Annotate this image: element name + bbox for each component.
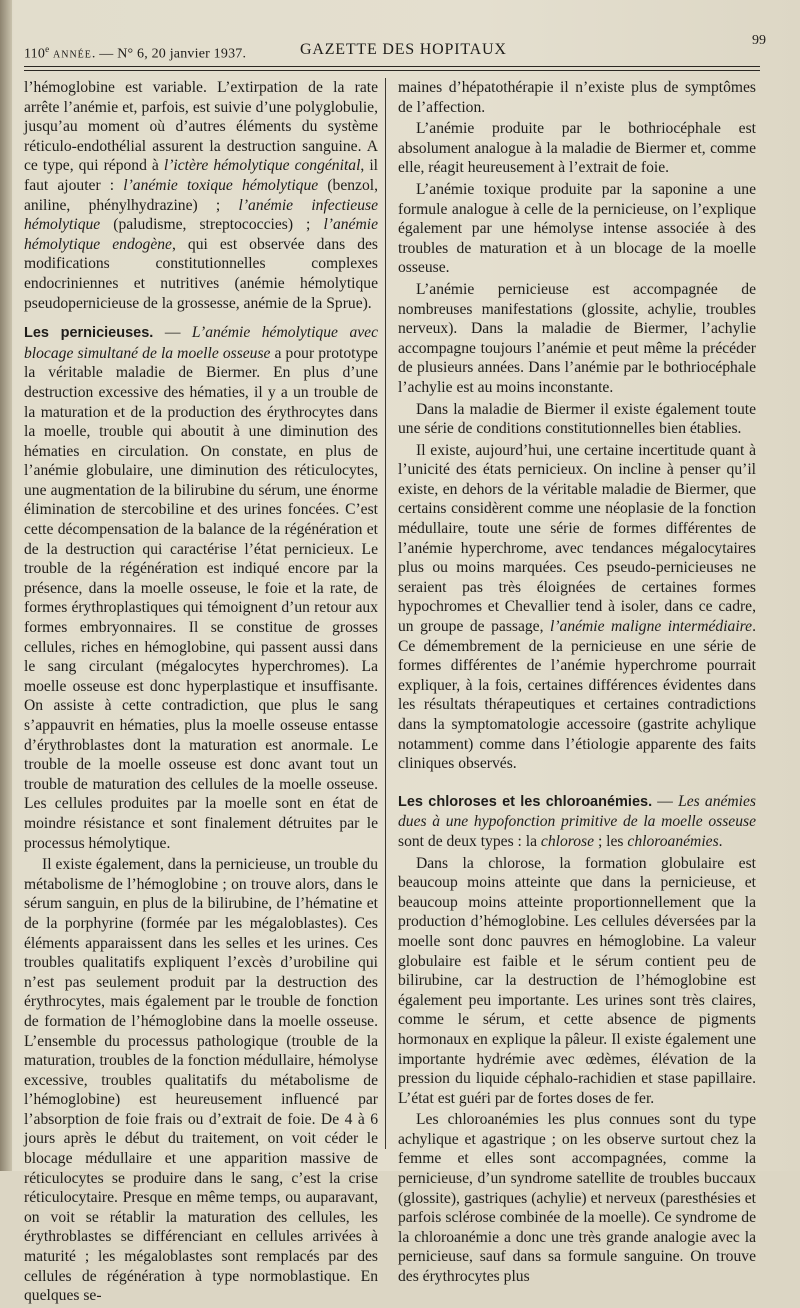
paragraph: L’anémie toxique produite par la saponine a une formule analogue à celle de la pernicieuse, on l’explique également par une hémolyse intense associée à des troubles de maturation et à un blocage de la moelle osseuse. <box>398 180 756 277</box>
issue-ordinal: e <box>45 44 50 54</box>
header-rule-thick <box>24 66 760 67</box>
paragraph: Les chloroanémies les plus connues sont du type achylique et agastrique ; on les observe surtout chez la femme et elles sont accompagnées, comme la pernicieuse, d’un syndrome satellite de troubles buccaux (glossite), gastriques (achylie) et nerveux (paresthésies et parfois sclérose combinée de la moelle). Ce syndrome de la chloroanémie a donc une très grande analogie avec la pernicieuse, sauf dans sa formule sanguine. On trouve des érythrocytes plus <box>398 1111 756 1286</box>
section-pernicieuses: Les pernicieuses. — L’anémie hémolytique avec blocage simultané de la moelle osseuse a pour prototype la véritable maladie de Biermer. En plus d’une destruction excessive des hématies, il y a un trouble de la maturation et de la production des érythrocytes dans la moelle, trouble qui aboutit à une diminution des hématies en circulation. On constate, en plus de l’anémie globulaire, une diminution des réticulocytes, une augmentation de la bilirubine du sérum, une énorme élimination de stercobiline et des urines foncées. C’est cette décompensation de la balance de la régénération et de la destruction qui caractérise l’état pernicieux. Le trouble de la régénération est indiqué encore par la présence, dans la moelle osseuse, le foie et la rate, de formes érythroplastiques qui témoignent d’un retour aux formes embryonnaires. Il se constitue de grosses cellules, riches en hémoglobine, qui passent aussi dans le sang circulant (mégalocytes hyperchromes). La moelle osseuse est donc hyperplastique et insuffisante. On assiste à cette contradiction, que plus le sang s’appauvrit en hématies, plus la moelle osseuse entasse d’érythroblastes dont la maturation est anormale. Le trouble de la moelle osseuse est donc avant tout un trouble de maturation des cellules de la moelle osseuse. Les cellules produites par la moelle sont en état de moindre résistance et sont finalement détruites par le processus hémolytique. <box>24 324 379 852</box>
section-heading: Les pernicieuses. <box>24 325 154 342</box>
paragraph: L’anémie produite par le bothriocéphale est absolument analogue à la maladie de Biermer et, comme elle, réagit heureusement à l’extrait de foie. <box>398 120 756 177</box>
paragraph: maines d’hépatothérapie il n’existe plus de symptômes de l’affection. <box>398 79 756 116</box>
page-binding-edge <box>0 0 12 1171</box>
section-heading: Les chloroses et les chloroanémies. <box>398 793 653 810</box>
section-chloroses: Les chloroses et les chloroanémies. — Les anémies dues à une hypofonction primitive de la moelle osseuse sont de deux types : la chlorose ; les chloroanémies. <box>398 792 756 850</box>
paragraph: Dans la chlorose, la formation globulaire est beaucoup moins atteinte que dans la pernicieuse, et beaucoup moins atteinte proportionnellement que la production d’hémoglobine. Les cellules déversées par la moelle sont donc pauvres en hémoglobine. La valeur globulaire est faible et le sérum contient peu de bilirubine, car la destruction de l’hémoglobine est également peu importante. Les urines sont très claires, comme le sérum, et cette absence de pigments hormonaux en explique la pâleur. Il existe également une importante hydrémie avec œdèmes, élévation de la pression du liquide céphalo-rachidien et stase papillaire. L’état est guéri par de fortes doses de fer. <box>398 854 756 1107</box>
paragraph: Il existe également, dans la pernicieuse, un trouble du métabolisme de l’hémoglobine ; on trouve alors, dans le sérum sanguin, en plus de la bilirubine, de l’hématine et de la porphyrine (formée par les mégaloblastes). Ces éléments apparaissent dans les selles et les urines. Ces troubles qualitatifs expliquent l’excès d’urobiline qui n’est pas seulement produit par la destruction des érythrocytes, mais également par le trouble de fonction de formation de l’hémoglobine dans la moelle osseuse. L’ensemble du processus pathologique (trouble de la maturation, troubles de la fonction médullaire, hémolyse excessive, troubles qualitatifs du métabolisme de l’hémoglobine) est heureusement influencé par l’absorption de foie frais ou d’extrait de foie. De 4 à 6 jours après le début du traitement, on voit céder le blocage médullaire et une apparition massive de réticulocytes se produire dans le sang, c’est la crise réticulocytaire. Presque en même temps, ou auparavant, on voit se rétablir la maturation des cellules, les érythroblastes se différenciant en cellules arrivées à maturité ; les mégaloblastes sont remplacés par des cellules de régénération à type normoblastique. En quelques se- <box>24 856 378 1305</box>
page-number: 99 <box>752 33 766 48</box>
issue-word: ANNÉE <box>53 49 92 61</box>
issue-date: . — N° 6, 20 janvier 1937. <box>91 46 247 62</box>
left-column <box>24 78 378 1308</box>
issue-info <box>24 44 246 63</box>
paragraph: l’hémoglobine est variable. L’extirpation de la rate arrête l’anémie et, parfois, est suivie d’une polyglobulie, jusqu’au moment où d’autres éléments du système réticulo-endothélial assurent la destruction sanguine. A ce type, qui répond à l’ictère hémolytique congénital, il faut ajouter : l’anémie toxique hémolytique (benzol, aniline, phénylhydrazine) ; l’anémie infectieuse hémolytique (paludisme, streptococcies) ; l’anémie hémolytique endogène, qui est observée dans des modifications constitutionnelles complexes endocriniennes et nutritives (anémie hémolytique pseudopernicieuse de la grossesse, anémie de la Sprue). <box>24 79 378 312</box>
paragraph: Il existe, aujourd’hui, une certaine incertitude quant à l’unicité des états pernicieux. On incline à penser qu’il existe, en dehors de la véritable maladie de Biermer, que certains considèrent comme une néoplasie de la fonction médullaire, toute une série de formes différentes de l’anémie hyperchrome, avec tendances mégalocytaires plus ou moins marquées. Ces pseudo-pernicieuses ne seraient pas très éloignées de certaines formes hypochromes et Chevallier tend à isoler, dans ce cadre, un groupe de passage, l’anémie maligne intermédiaire. Ce démembrement de la pernicieuse en une série de formes différentes de l’anémie hyperchrome pourrait expliquer, à la fois, certaines différences évidentes dans les résultats thérapeutiques et certaines contradictions dans la symptomatologie accessoire (gastrite achylique notamment) comme dans l’étiologie apparente des faits cliniques observés. <box>398 441 756 773</box>
paragraph: L’anémie pernicieuse est accompagnée de nombreuses manifestations (glossite, achylie, troubles nerveux). Dans la maladie de Biermer, l’achylie accompagne toujours l’anémie et peut même la précéder de plusieurs années. Dans l’anémie par le bothriocéphale l’achylie est au moins inconstante. <box>398 280 756 396</box>
right-column <box>398 78 756 1289</box>
running-header <box>24 33 766 64</box>
issue-number: 110 <box>24 46 46 62</box>
paragraph: Dans la maladie de Biermer il existe également toute une série de conditions constitutionnelles bien établies. <box>398 400 756 438</box>
journal-title: GAZETTE DES HOPITAUX <box>300 41 507 58</box>
column-divider <box>385 78 386 1149</box>
header-rule-thin <box>24 70 760 71</box>
